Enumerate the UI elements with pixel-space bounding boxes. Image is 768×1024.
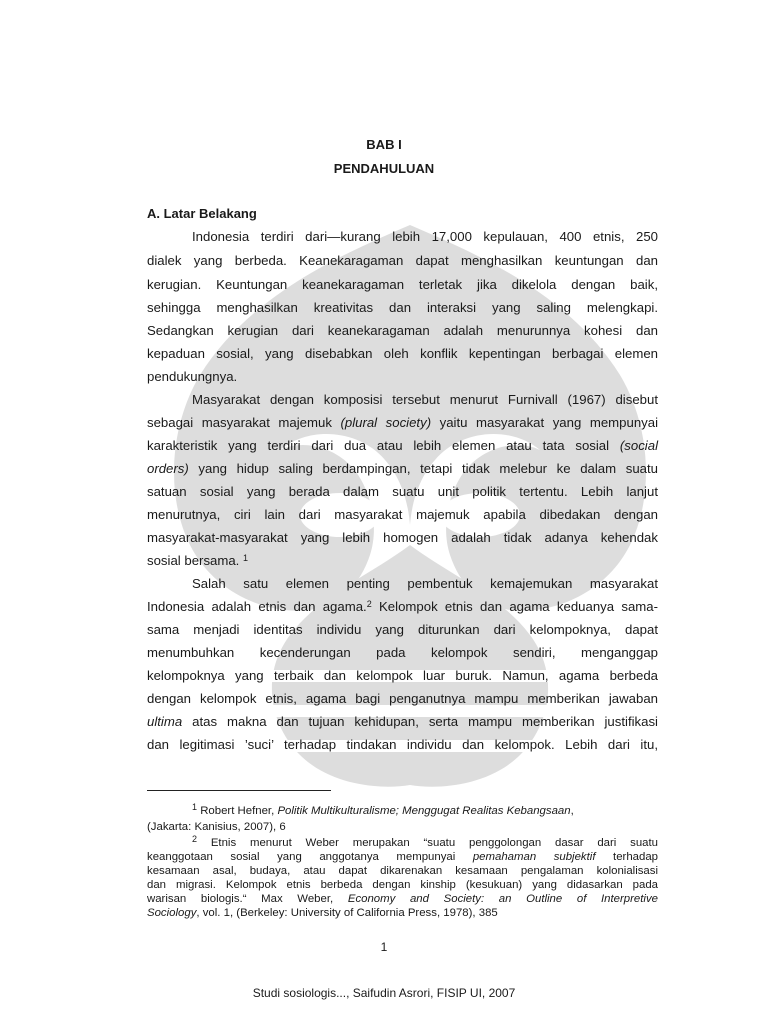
footnote-separator [147, 790, 331, 791]
footnote-ref[interactable]: 2 [366, 599, 372, 609]
footnote-1: $^1$ Robert Hefner, Politik Multikulturalisme; Menggugat Realitas Kebangsaan, [192, 802, 574, 817]
body-line: Masyarakat dengan komposisi tersebut menurut Furnivall (1967) disebut [192, 392, 658, 407]
body-line: Indonesia terdiri dari—kurang lebih 17,000 kepulauan, 400 etnis, 250 [192, 229, 658, 244]
body-line: sehingga menghasilkan kreativitas dan interaksi yang saling melengkapi. [147, 300, 658, 315]
body-line: masyarakat-masyarakat yang lebih homogen adalah tidak adanya kehendak [147, 530, 658, 545]
body-line: Sedangkan kerugian dari keanekaragaman adalah menurunnya kohesi dan [147, 323, 658, 338]
section-title: A. Latar Belakang [147, 206, 257, 221]
body-line: karakteristik yang terdiri dari dua atau lebih elemen atau tata sosial (social [147, 438, 658, 453]
page-number: 1 [380, 940, 388, 954]
body-line: sama menjadi identitas individu yang diturunkan dari kelompoknya, dapat [147, 622, 658, 637]
footnote-ref[interactable]: 1 [243, 553, 249, 563]
body-line: menumbuhkan kecenderungan pada kelompok sendiri, menganggap [147, 645, 658, 660]
body-line: ultima atas makna dan tujuan kehidupan, serta mampu memberikan justifikasi [147, 714, 658, 729]
chapter-number: BAB I [366, 137, 402, 152]
body-line: Indonesia adalah etnis dan agama.$^2$ Kelompok etnis dan agama keduanya sama- [147, 599, 659, 614]
body-line: pendukungnya. [147, 369, 238, 384]
page-footer: Studi sosiologis..., Saifudin Asrori, FISIP UI, 2007 [252, 986, 516, 1000]
footnote-1-line: (Jakarta: Kanisius, 2007), 6 [147, 821, 286, 833]
body-line: Salah satu elemen penting pembentuk kemajemukan masyarakat [192, 576, 658, 591]
footnote-2-line: keanggotaan sosial yang anggotanya mempunyai pemahaman subjektif terhadap [147, 851, 658, 863]
footnote-2-line: kesamaan asal, budaya, atau dapat dikarenakan kesamaan pengalaman kolonialisasi [147, 865, 658, 877]
footnote-2-line: Sociology, vol. 1, (Berkeley: University of California Press, 1978), 385 [147, 907, 498, 919]
body-line: satuan sosial yang berada dalam suatu unit politik tertentu. Lebih lanjut [147, 484, 658, 499]
body-line: dan legitimasi ’suci’ terhadap tindakan individu dan kelompok. Lebih dari itu, [147, 737, 658, 752]
body-line: menurutnya, ciri lain dari masyarakat majemuk apabila dibedakan dengan [147, 507, 658, 522]
body-line: kepaduan sosial, yang disebabkan oleh konflik kepentingan berbagai elemen [147, 346, 658, 361]
body-line: orders) yang hidup saling berdampingan, tetapi tidak melebur ke dalam suatu [147, 461, 658, 476]
body-line: sebagai masyarakat majemuk (plural society) yaitu masyarakat yang mempunyai [147, 415, 659, 430]
body-line: dialek yang berbeda. Keanekaragaman dapat menghasilkan keuntungan dan [147, 253, 658, 268]
body-line: kerugian. Keuntungan keanekaragaman terletak jika dikelola dengan baik, [147, 277, 658, 292]
body-line: dengan kelompok etnis, agama bagi penganutnya mampu memberikan jawaban [147, 691, 658, 706]
body-line: sosial bersama. $^1$ [147, 553, 249, 568]
footnote-2-line: dan migrasi. Kelompok etnis berbeda dengan kinship (kesukuan) yang didasarkan pada [147, 879, 658, 891]
chapter-title: PENDAHULUAN [333, 161, 435, 176]
body-line: kelompoknya yang terbaik dan kelompok luar buruk. Namun, agama berbeda [147, 668, 658, 683]
footnote-2-line: warisan biologis.“ Max Weber, Economy and Society: an Outline of Interpretive [147, 893, 658, 905]
footnote-2: $^2$ Etnis menurut Weber merupakan “suatu penggolongan dasar dari suatu [192, 834, 658, 849]
